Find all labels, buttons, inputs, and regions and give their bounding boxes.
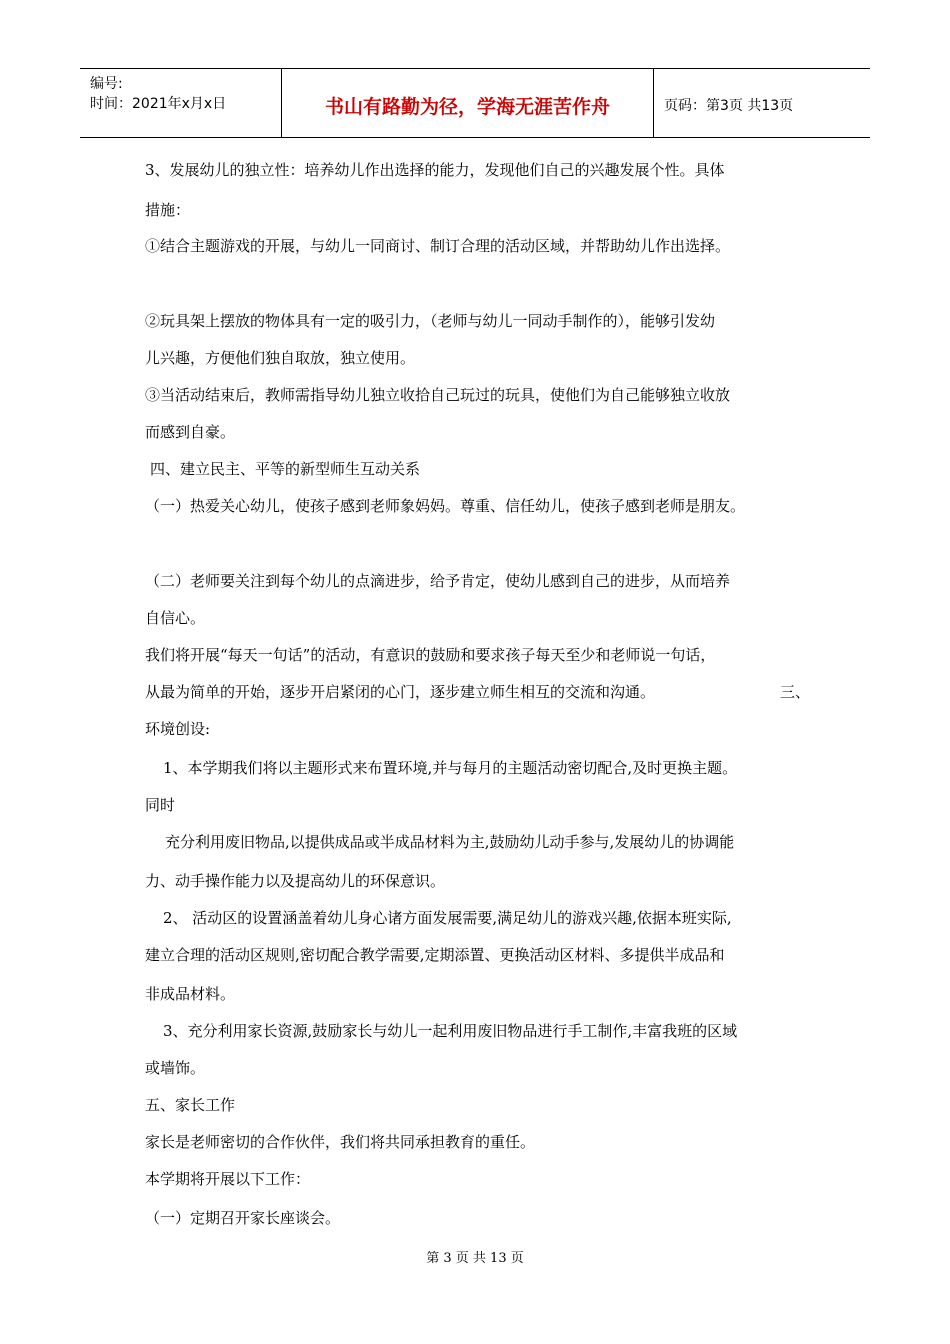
body-line: （二）老师要关注到每个幼儿的点滴进步，给予肯定，使幼儿感到自己的进步，从而培养 [145,572,731,590]
header-page-info: 页码：第3页 共13页 [664,98,794,114]
section-heading: 五、家长工作 [145,1096,236,1114]
body-line: 自信心。 [145,609,206,627]
header-motto: 书山有路勤为径，学海无涯苦作舟 [324,96,610,118]
body-line: ①结合主题游戏的开展，与幼儿一同商讨、制订合理的活动区域，并帮助幼儿作出选择。 [145,237,731,255]
body-line: ②玩具架上摆放的物体具有一定的吸引力，（老师与幼儿一同动手制作的），能够引发幼 [145,312,716,330]
body-line: 措施： [145,201,191,219]
body-line: （一）定期召开家长座谈会。 [145,1209,341,1227]
header-page-cell [654,69,870,137]
body-line: 充分利用废旧物品,以提供成品或半成品材料为主,鼓励幼儿动手参与,发展幼儿的协调能 [165,833,735,851]
body-line: 儿兴趣，方便他们独自取放，独立使用。 [145,349,416,367]
body-line: （一）热爱关心幼儿，使孩子感到老师象妈妈。尊重、信任幼儿，使孩子感到老师是朋友。 [145,497,746,515]
section-heading: 三、 [780,683,811,701]
header-meta-cell [80,69,282,137]
body-line: 或墙饰。 [145,1059,206,1077]
body-line: ③当活动结束后，教师需指导幼儿独立收拾自己玩过的玩具，使他们为自己能够独立收放 [145,386,731,404]
body-line: 3、发展幼儿的独立性：培养幼儿作出选择的能力，发现他们自己的兴趣发展个性。具体 [145,161,725,179]
body-line: 3、充分利用家长资源,鼓励家长与幼儿一起利用废旧物品进行手工制作,丰富我班的区域 [163,1022,738,1040]
page-footer: 第 3 页 共 13 页 [426,1251,524,1266]
document-header [80,68,870,138]
body-line: 本学期将开展以下工作： [145,1170,311,1188]
header-motto-cell [282,69,654,137]
body-line: 力、动手操作能力以及提高幼儿的环保意识。 [145,872,446,890]
body-line: 从最为简单的开始，逐步开启紧闭的心门，逐步建立师生相互的交流和沟通。 [145,683,656,701]
section-heading: 环境创设: [145,720,211,738]
body-line: 同时 [145,796,176,814]
doc-time-label: 时间：2021年x月x日 [90,96,227,112]
body-line: 非成品材料。 [145,985,236,1003]
body-line: 1、本学期我们将以主题形式来布置环境,并与每月的主题活动密切配合,及时更换主题。 [163,759,738,777]
body-line: 而感到自豪。 [145,423,236,441]
body-line: 家长是老师密切的合作伙伴，我们将共同承担教育的重任。 [145,1133,536,1151]
section-heading: 四、建立民主、平等的新型师生互动关系 [150,460,421,478]
doc-number-label: 编号: [90,76,123,92]
body-line: 2、 活动区的设置涵盖着幼儿身心诸方面发展需要,满足幼儿的游戏兴趣,依据本班实际, [163,909,732,927]
body-line: 我们将开展“每天一句话”的活动，有意识的鼓励和要求孩子每天至少和老师说一句话， [145,646,716,664]
body-line: 建立合理的活动区规则,密切配合教学需要,定期添置、更换活动区材料、多提供半成品和 [145,946,725,964]
